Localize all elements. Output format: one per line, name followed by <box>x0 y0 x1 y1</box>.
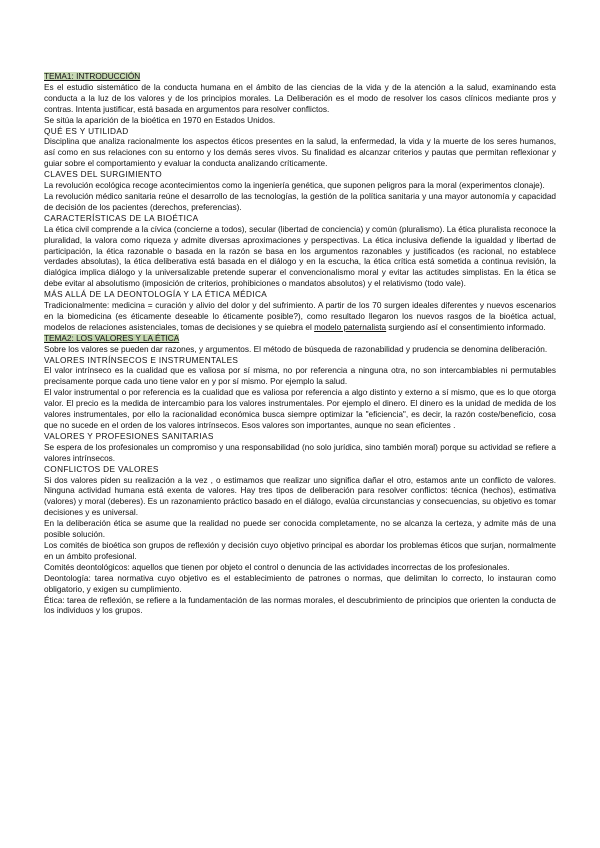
tema2-title: TEMA2: LOS VALORES Y LA ÉTICA <box>44 333 180 343</box>
tema1-title: TEMA1: INTRODUCCIÓN <box>44 72 141 81</box>
tema2-paragraph-deliberacion: En la deliberación ética se asume que la realidad no puede ser conocida completamente, no se alcanza la certeza, y admite más de una posible solución. <box>44 519 556 540</box>
heading-conflictos: CONFLICTOS DE VALORES <box>44 464 159 474</box>
tema2-paragraph-etica: Ética: tarea de reflexión, se refiere a la fundamentación de las normas morales, el descubrimiento de principios que orienten la conducta de los individuos y los grupos. <box>44 595 556 616</box>
tema1-paragraph-origin: Se sitúa la aparición de la bioética en 1970 en Estados Unidos. <box>44 115 276 125</box>
tema1-paragraph-tradicionalmente: Tradicionalmente: medicina = curación y alivio del dolor y del sufrimiento. A partir de los 70 surgen ideales diferentes y nuevos escenarios en la biomedicina (es éticamente deseable lo éticamente posible?), como resultado llegaron los nuevos rasgos de la bioética actual, modelos de relaciones asistenciales, tomas de decisiones y se quiebra el modelo paternalista surgiendo así el consentimiento informado. <box>44 301 556 332</box>
tema2-paragraph-conflicto: Si dos valores piden su realización a la vez , o estimamos que realizar uno significa dañar el otro, estamos ante un conflicto de valores. Ninguna actividad humana está exenta de valores. Hay tres tipos de deliberación para resolver conflictos: técnica (hechos), estimativa (valores) y moral (deberes). Es un razonamiento práctico basado en el diálogo, evalúa circunstancias y consecuencias, su objetivo es tomar decisiones y es universal. <box>44 475 556 518</box>
tema2-paragraph-comites-deontologicos: Comités deontológicos: aquellos que tienen por objeto el control o denuncia de las actividades incorrectas de los profesionales. <box>44 562 510 572</box>
heading-caracteristicas: CARACTERÍSTICAS DE LA BIOÉTICA <box>44 213 199 223</box>
heading-mas-alla: MÁS ALLÁ DE LA DEONTOLOGÍA Y LA ÉTICA MÉDICA <box>44 290 268 300</box>
heading-intrinsecos: VALORES INTRÍNSECOS E INSTRUMENTALES <box>44 355 239 365</box>
tema1-paragraph-etica-civil: La ética civil comprende a la cívica (concierne a todos), secular (libertad de conciencia) y común (pluralismo). La ética pluralista reconoce la pluralidad, la valora como riqueza y admite diversas aproximaciones y perspectivas. La ética inclusiva defiende la igualdad y libertad de participación, la ética razonable o basada en la razón se basa en los argumentos razonables y justificados (es racional, no establece verdades absolutas), la ética deliberativa está basada en el diálogo y en la escucha, la ética crítica está sometida a continua revisión, la dialógica implica diálogo y la universalizable pretende superar el convencionalismo moral y evitar las actitudes simplistas. En la ética se debe evitar al absolutismo (imposición de criterios, prohibiciones o mandatos absolutos) y el relativismo (todo vale). <box>44 224 556 289</box>
heading-claves: CLAVES DEL SURGIMIENTO <box>44 170 163 180</box>
underlined-term: modelo paternalista <box>314 322 387 332</box>
tema2-paragraph-deontologia: Deontología: tarea normativa cuyo objetivo es el establecimiento de patrones o normas, que delimitan lo correcto, lo instauran como obligatorio, y exigen su cumplimiento. <box>44 573 556 594</box>
heading-profesiones: VALORES Y PROFESIONES SANITARIAS <box>44 431 214 441</box>
heading-que-es: QUÉ ES Y UTILIDAD <box>44 126 129 136</box>
tema2-paragraph-valor-intrinseco: El valor intrínseco es la cualidad que es valiosa por sí misma, no por referencia a ninguna otra, no son intercambiables ni permutables precisamente porque cada uno tiene valor en y por sí mismo. Por ejemplo la salud. <box>44 366 556 387</box>
tema1-paragraph-revolucion-medica: La revolución médico sanitaria reúne el desarrollo de las tecnologías, la gestión de la política sanitaria y una mayor autonomía y capacidad de decisión de los pacientes (derechos, preferencias). <box>44 191 556 212</box>
tema1-paragraph-revolucion-ecologica: La revolución ecológica recoge acontecimientos como la ingeniería genética, que suponen peligros para la moral (experimentos clonaje). <box>44 181 545 191</box>
tema2-paragraph-comites-bioetica: Los comités de bioética son grupos de reflexión y decisión cuyo objetivo principal es abordar los problemas éticos que surjan, normalmente en un ámbito profesional. <box>44 540 556 561</box>
tema2-paragraph-valor-instrumental: El valor instrumental o por referencia es la cualidad que es valiosa por referencia a algo distinto y externo a sí mismo, que es lo que otorga valor. El precio es la medida de intercambio para los valores instrumentales. Por ejemplo el dinero. El dinero es la unidad de medida de los valores instrumentales, por ello la racionalidad económica busca siempre optimizar la "eficiencia", es decir, la razón coste/beneficio, cosa que no sucede en el orden de los valores intrínsecos. Esos valores son importantes, aunque no sean eficientes . <box>44 388 556 430</box>
tema2-paragraph-profesionales: Se espera de los profesionales un compromiso y una responsabilidad (no solo jurídica, sino también moral) porque su actividad se refiere a valores intrínsecos. <box>44 442 556 463</box>
tema1-paragraph-definition: Es el estudio sistemático de la conducta humana en el ámbito de las ciencias de la vida y de la atención a la salud, examinando esta conducta a la luz de los valores y de los principios morales. La Deliberación es el modo de resolver los casos clínicos mediante pros y contras. Intenta justificar, está basada en argumentos para resolver conflictos. <box>44 82 556 114</box>
tema1-paragraph-disciplina: Disciplina que analiza racionalmente los aspectos éticos presentes en la salud, la enfermedad, la vida y la muerte de los seres humanos, así como en sus relaciones con su entorno y los demás seres vivos. Su finalidad es alcanzar criterios y pautas que permitan reflexionar y guiar sobre el comportamiento y evaluar la conducta analizando críticamente. <box>44 137 556 169</box>
tema2-paragraph-valores: Sobre los valores se pueden dar razones, y argumentos. El método de búsqueda de razonabilidad y prudencia se denomina deliberación. <box>44 344 548 354</box>
document-page <box>44 72 556 617</box>
